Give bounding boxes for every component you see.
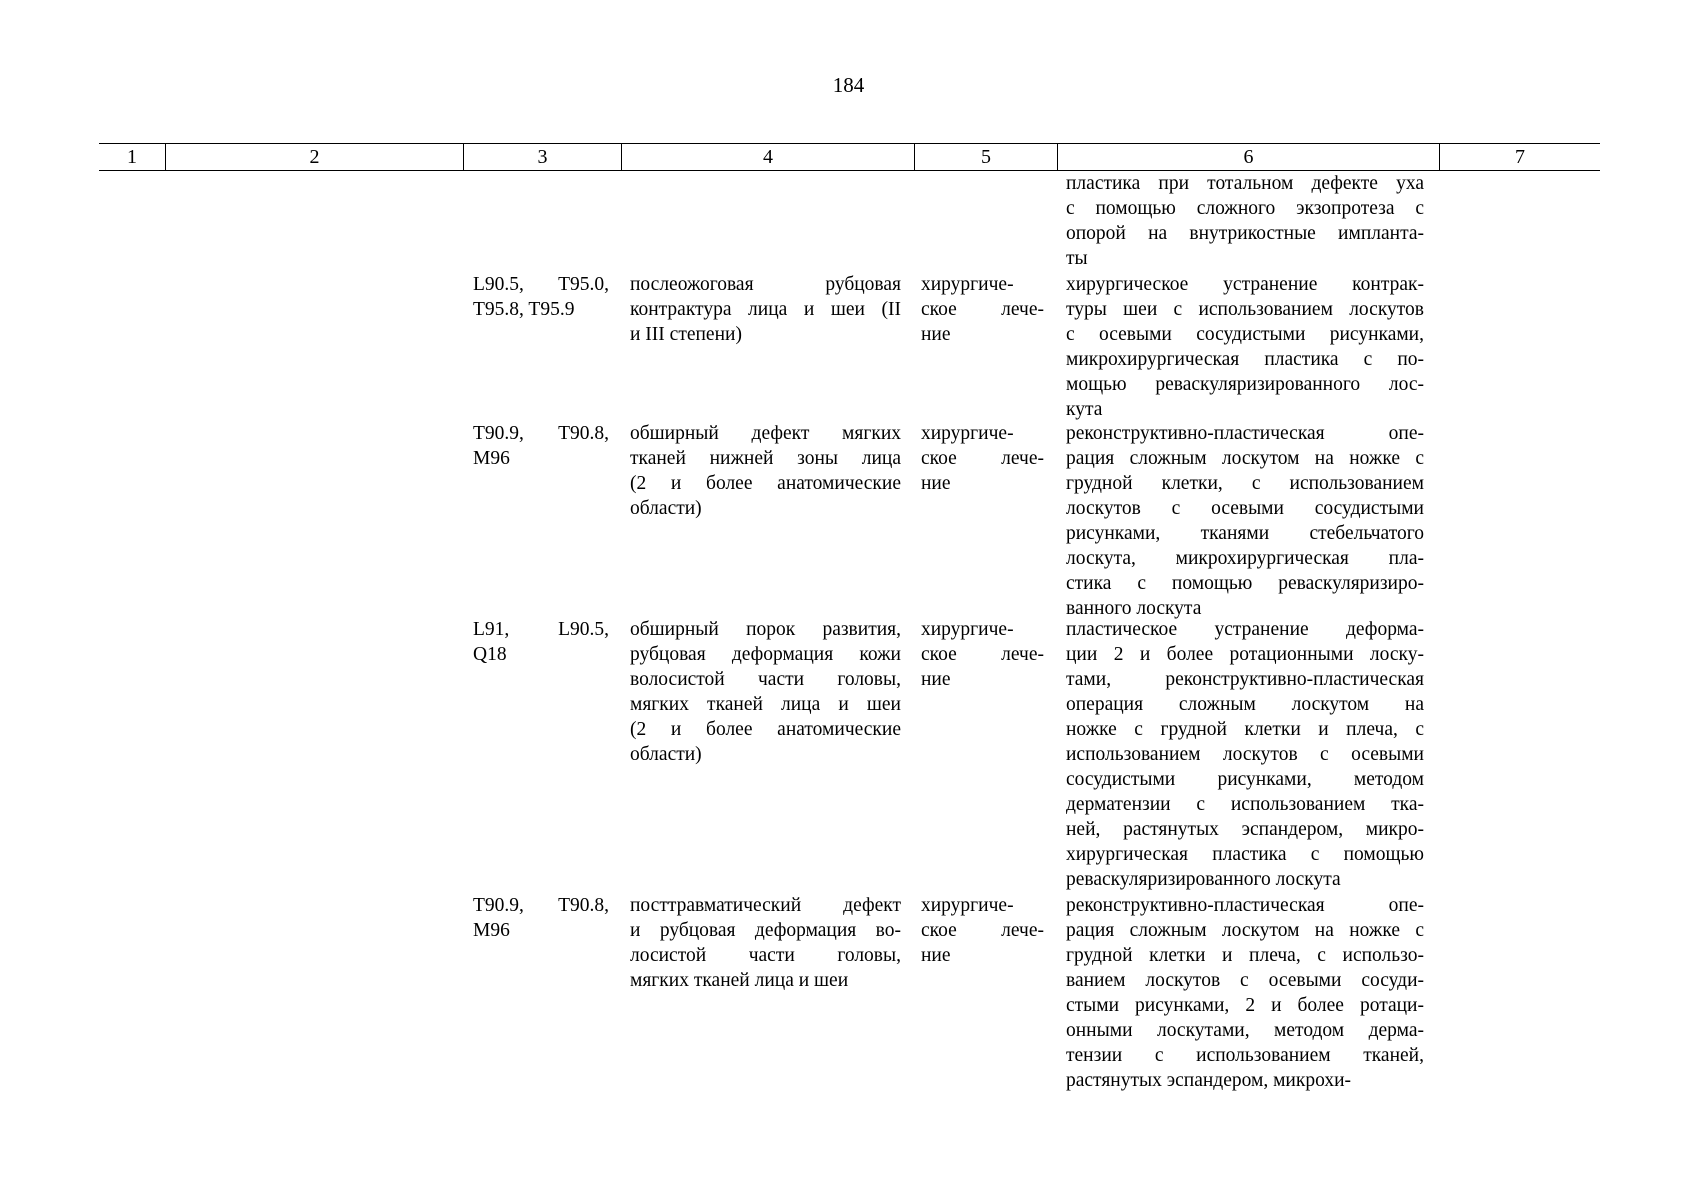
text-line: стыми рисунками, 2 и более ротаци- <box>1066 995 1424 1016</box>
text-line: ние <box>921 669 951 690</box>
diagnosis-cell <box>630 617 901 767</box>
text-line: рисунками, тканями стебельчатого <box>1066 523 1424 544</box>
text-line: ванного лоскута <box>1066 598 1202 619</box>
text-line: T90.9, T90.8, <box>473 895 609 916</box>
text-line: хирургиче- <box>921 619 1014 640</box>
text-line: рация сложным лоскутом на ножке с <box>1066 920 1424 941</box>
text-line: хирургиче- <box>921 274 1014 295</box>
text-line: и рубцовая деформация во- <box>630 920 901 941</box>
text-line: ское лече- <box>921 299 1044 320</box>
column-header-5: 5 <box>914 144 1057 170</box>
treatment-method-cell <box>1066 617 1424 892</box>
text-line: ции 2 и более ротационными лоску- <box>1066 644 1424 665</box>
text-line: ножке с грудной клетки и плеча, с <box>1066 719 1424 740</box>
text-line: хирургиче- <box>921 895 1014 916</box>
text-line: грудной клетки и плеча, с использо- <box>1066 945 1424 966</box>
column-header-6: 6 <box>1057 144 1439 170</box>
text-line: ское лече- <box>921 920 1044 941</box>
diagnosis-cell <box>630 421 901 521</box>
column-header-3: 3 <box>463 144 621 170</box>
text-line: мощью реваскуляризированного лос- <box>1066 374 1424 395</box>
treatment-method-cell <box>1066 893 1424 1093</box>
text-line: T95.8, T95.9 <box>473 299 575 320</box>
text-line: туры шеи с использованием лоскутов <box>1066 299 1424 320</box>
text-line: (2 и более анатомические <box>630 719 901 740</box>
diagnosis-cell <box>630 272 901 347</box>
text-line: L91, L90.5, <box>473 619 609 640</box>
treatment-type-cell <box>921 617 1044 692</box>
text-line: тами, реконструктивно-пластическая <box>1066 669 1424 690</box>
text-line: ты <box>1066 248 1088 269</box>
text-line: использованием лоскутов с осевыми <box>1066 744 1424 765</box>
icd-codes-cell <box>473 617 609 667</box>
text-line: рубцовая деформация кожи <box>630 644 901 665</box>
text-line: ванием лоскутов с осевыми сосуди- <box>1066 970 1424 991</box>
text-line: ние <box>921 945 951 966</box>
text-line: тканей нижней зоны лица <box>630 448 901 469</box>
text-line: области) <box>630 744 702 765</box>
column-header-7: 7 <box>1439 144 1600 170</box>
text-line: мягких тканей лица и шеи <box>630 970 849 991</box>
text-line: опорой на внутрикостные импланта- <box>1066 223 1424 244</box>
text-line: волосистой части головы, <box>630 669 901 690</box>
text-line: ние <box>921 324 951 345</box>
column-header-2: 2 <box>165 144 463 170</box>
treatment-method-cell <box>1066 421 1424 621</box>
text-line: пластика при тотальном дефекте уха <box>1066 173 1424 194</box>
icd-codes-cell <box>473 893 609 943</box>
text-line: и III степени) <box>630 324 742 345</box>
column-header-1: 1 <box>127 146 137 168</box>
text-line: (2 и более анатомические <box>630 473 901 494</box>
text-line: ское лече- <box>921 644 1044 665</box>
text-line: L90.5, T95.0, <box>473 274 609 295</box>
text-line: хирургическое устранение контрак- <box>1066 274 1424 295</box>
text-line: ское лече- <box>921 448 1044 469</box>
text-line: M96 <box>473 448 510 469</box>
treatment-method-cell <box>1066 272 1424 422</box>
text-line: реконструктивно-пластическая опе- <box>1066 423 1424 444</box>
table-header-row <box>99 143 1600 171</box>
text-line: обширный порок развития, <box>630 619 901 640</box>
text-line: ней, растянутых эспандером, микро- <box>1066 819 1424 840</box>
text-line: лоскута, микрохирургическая пла- <box>1066 548 1424 569</box>
text-line: с помощью сложного экзопротеза с <box>1066 198 1424 219</box>
text-line: обширный дефект мягких <box>630 423 901 444</box>
text-line: посттравматический дефект <box>630 895 901 916</box>
text-line: ние <box>921 473 951 494</box>
text-line: реконструктивно-пластическая опе- <box>1066 895 1424 916</box>
text-line: области) <box>630 498 702 519</box>
text-line: с осевыми сосудистыми рисунками, <box>1066 324 1424 345</box>
treatment-method-cell <box>1066 171 1424 271</box>
text-line: послеожоговая рубцовая <box>630 274 901 295</box>
diagnosis-cell <box>630 893 901 993</box>
column-header-4: 4 <box>621 144 914 170</box>
text-line: реваскуляризированного лоскута <box>1066 869 1341 890</box>
icd-codes-cell <box>473 421 609 471</box>
text-line: лоскутов с осевыми сосудистыми <box>1066 498 1424 519</box>
text-line: T90.9, T90.8, <box>473 423 609 444</box>
text-line: дерматензии с использованием тка- <box>1066 794 1424 815</box>
text-line: лосистой части головы, <box>630 945 901 966</box>
text-line: микрохирургическая пластика с по- <box>1066 349 1424 370</box>
text-line: контрактура лица и шеи (II <box>630 299 901 320</box>
text-line: мягких тканей лица и шеи <box>630 694 901 715</box>
text-line: грудной клетки, с использованием <box>1066 473 1424 494</box>
treatment-type-cell <box>921 421 1044 496</box>
text-line: хирургиче- <box>921 423 1014 444</box>
text-line: Q18 <box>473 644 507 665</box>
text-line: стика с помощью реваскуляризиро- <box>1066 573 1424 594</box>
text-line: пластическое устранение деформа- <box>1066 619 1424 640</box>
icd-codes-cell <box>473 272 609 322</box>
treatment-type-cell <box>921 272 1044 347</box>
text-line: рация сложным лоскутом на ножке с <box>1066 448 1424 469</box>
text-line: тензии с использованием тканей, <box>1066 1045 1424 1066</box>
text-line: сосудистыми рисунками, методом <box>1066 769 1424 790</box>
text-line: хирургическая пластика с помощью <box>1066 844 1424 865</box>
treatment-type-cell <box>921 893 1044 968</box>
text-line: M96 <box>473 920 510 941</box>
text-line: кута <box>1066 399 1103 420</box>
text-line: растянутых эспандером, микрохи- <box>1066 1070 1352 1091</box>
page-number: 184 <box>832 73 865 97</box>
text-line: операция сложным лоскутом на <box>1066 694 1424 715</box>
text-line: онными лоскутами, методом дерма- <box>1066 1020 1424 1041</box>
